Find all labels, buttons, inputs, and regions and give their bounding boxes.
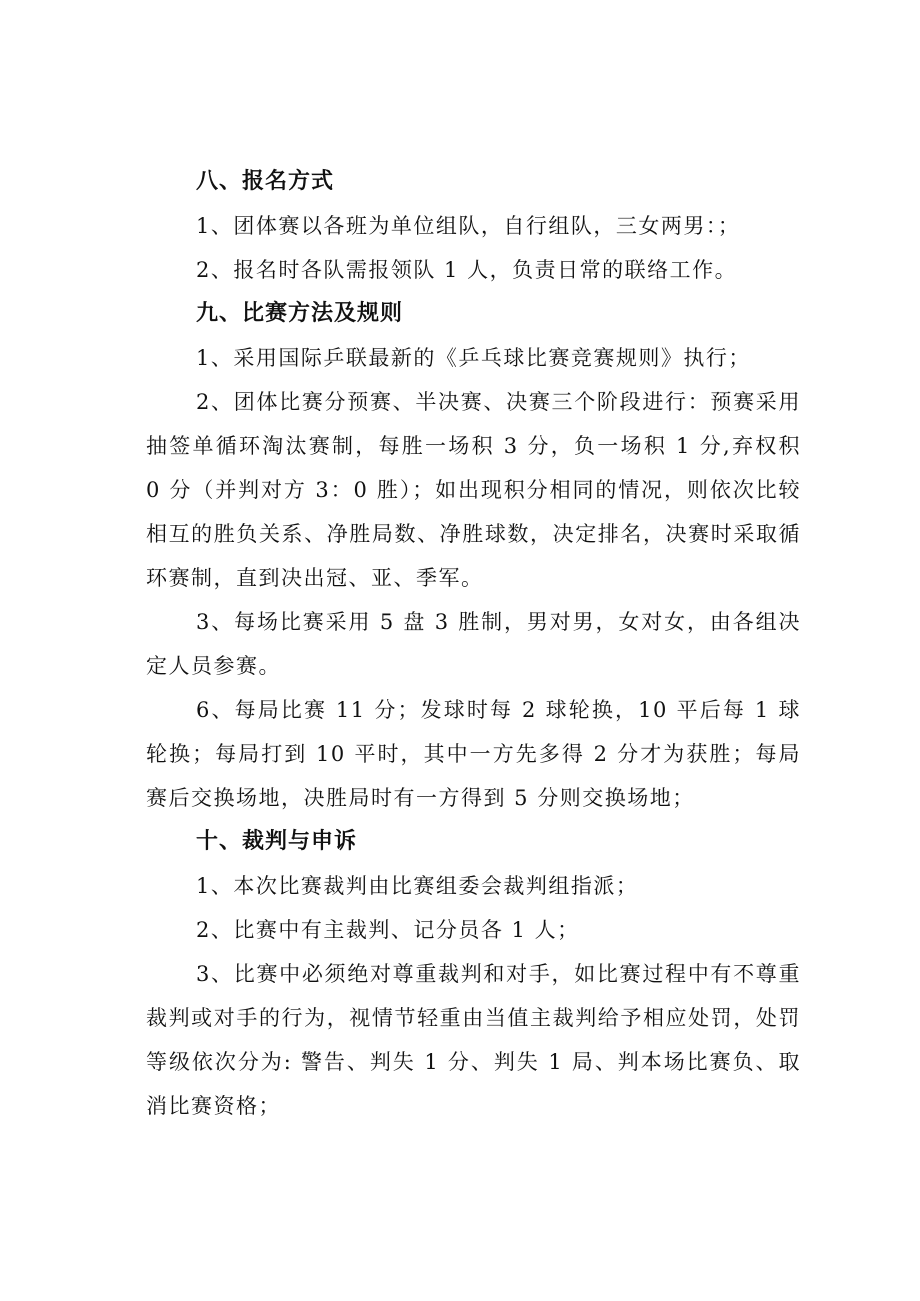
section-heading-rules: 九、比赛方法及规则 bbox=[196, 301, 404, 326]
section-heading-registration: 八、报名方式 bbox=[196, 169, 335, 194]
paragraph: 1、本次比赛裁判由比赛组委会裁判组指派； bbox=[196, 874, 639, 898]
paragraph: 1、团体赛以各班为单位组队，自行组队，三女两男：； bbox=[196, 214, 741, 238]
paragraph: 3、每场比赛采用 5 盘 3 胜制，男对男，女对女，由各组决定人员参赛。 bbox=[146, 610, 801, 678]
paragraph: 2、报名时各队需报领队 1 人，负责日常的联络工作。 bbox=[196, 258, 738, 282]
paragraph: 2、比赛中有主裁判、记分员各 1 人； bbox=[196, 918, 580, 942]
paragraph: 2、团体比赛分预赛、半决赛、决赛三个阶段进行：预赛采用抽签单循环淘汰赛制，每胜一场积 3 分，负一场积 1 分,弃权积 0 分（并判对方 3：0 胜）；如出现积分相同的情况，则依次比较相互的胜负关系、净胜局数、净胜球数，决定排名，决赛时采取循环赛制，直到决出冠、亚、季军。 bbox=[146, 390, 801, 590]
section-heading-referee: 十、裁判与申诉 bbox=[196, 829, 358, 854]
paragraph: 6、每局比赛 11 分；发球时每 2 球轮换，10 平后每 1 球轮换；每局打到 10 平时，其中一方先多得 2 分才为获胜；每局赛后交换场地，决胜局时有一方得到 5 分则交换场地； bbox=[146, 698, 801, 810]
document-body bbox=[146, 160, 801, 1128]
paragraph: 3、比赛中必须绝对尊重裁判和对手，如比赛过程中有不尊重裁判或对手的行为，视情节轻重由当值主裁判给予相应处罚，处罚等级依次分为: 警告、判失 1 分、判失 1 局、判本场比赛负、取消比赛资格； bbox=[146, 962, 801, 1118]
paragraph: 1、采用国际乒联最新的《乒乓球比赛竞赛规则》执行； bbox=[196, 346, 751, 370]
